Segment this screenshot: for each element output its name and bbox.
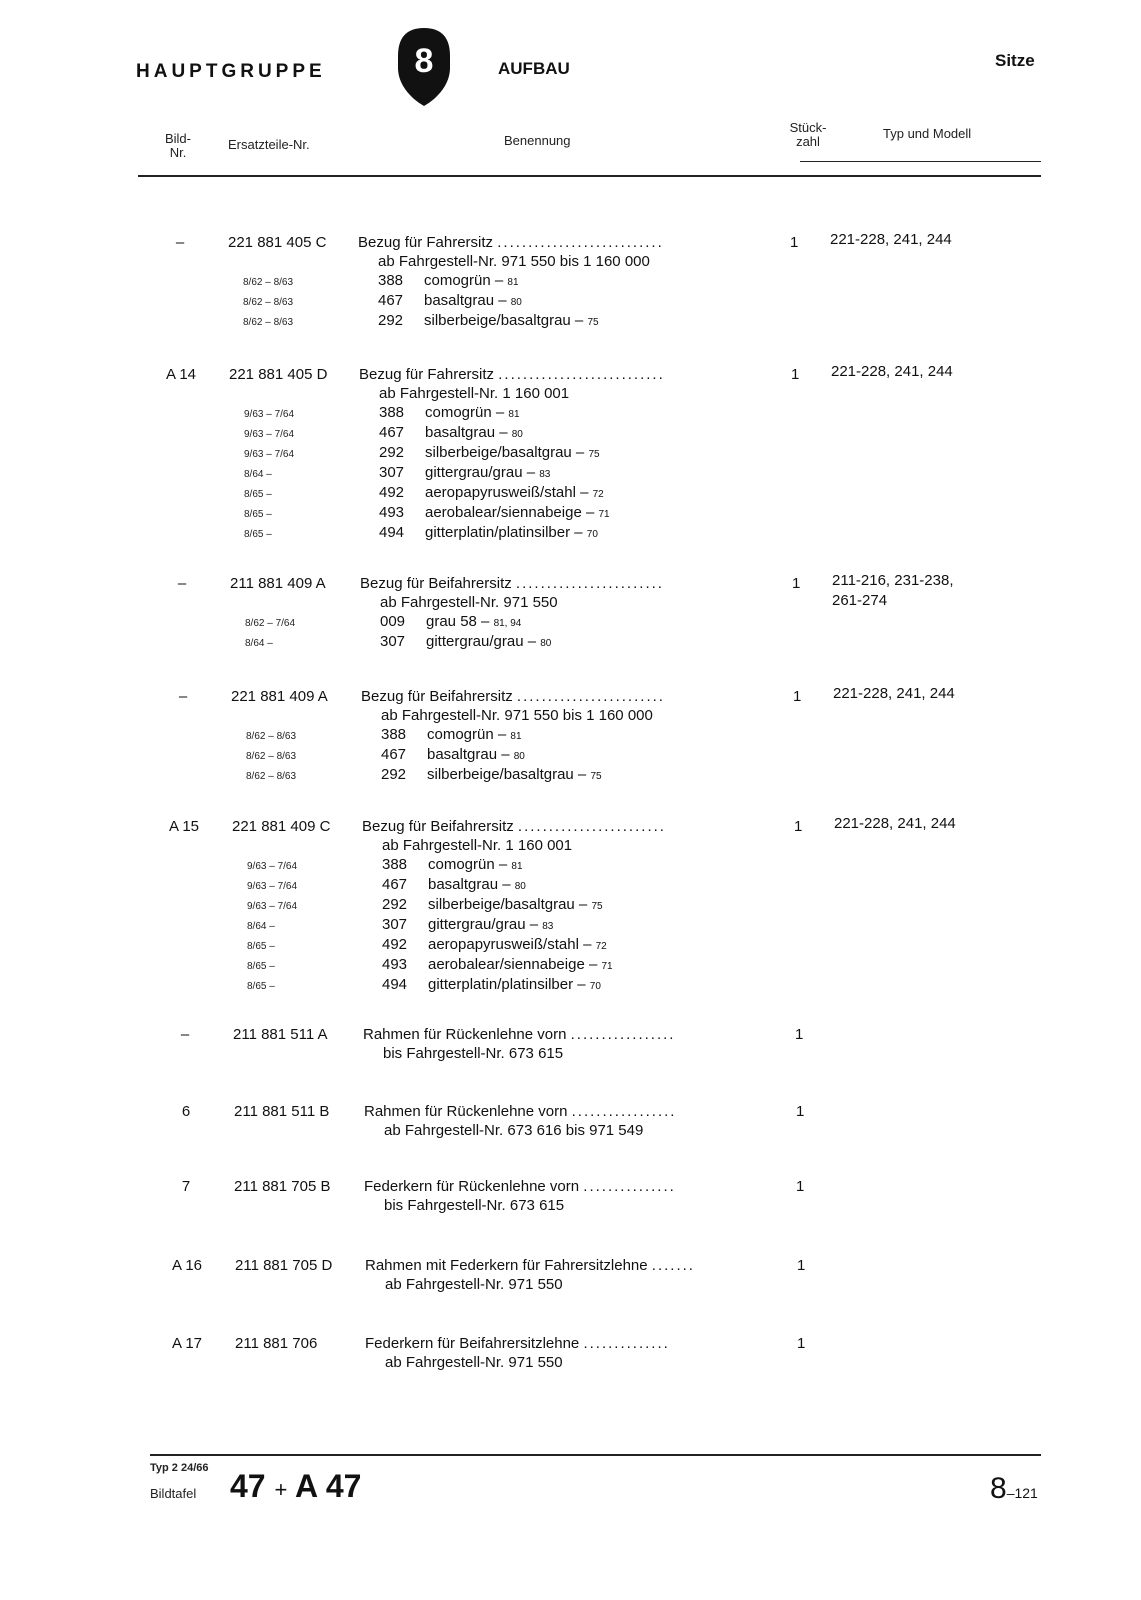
color-code: 388 (379, 404, 405, 421)
part-description-line (364, 1178, 676, 1195)
model-suffix: 71 (598, 509, 610, 520)
color-name: silberbeige/basaltgrau – (427, 766, 587, 783)
col-bild-line1: Bild- (164, 131, 191, 146)
model-suffix: 81 (511, 861, 523, 872)
color-variant (378, 292, 522, 309)
part-description-line (363, 1026, 675, 1043)
col-typ-modell: Typ und Modell (883, 126, 972, 141)
page-number (990, 1472, 1038, 1506)
part-number: 211 881 511 A (233, 1026, 328, 1043)
color-variant (381, 766, 602, 783)
bild-nr: 6 (181, 1103, 191, 1120)
bild-nr: 7 (181, 1178, 191, 1195)
color-name: basaltgrau – (428, 876, 511, 893)
leader-dots: ........................ (517, 818, 666, 835)
color-code: 494 (379, 524, 405, 541)
type-model-line: 211-216, 231-238, (832, 572, 954, 589)
bild-nr: – (177, 575, 187, 592)
production-date: 8/65 – (244, 489, 272, 500)
color-name: gittergrau/grau – (426, 633, 537, 650)
color-name: basaltgrau – (424, 292, 507, 309)
color-variant (379, 504, 610, 521)
part-number: 211 881 705 D (235, 1257, 333, 1274)
production-date: 9/63 – 7/64 (247, 861, 298, 872)
leader-dots: ............... (583, 1178, 676, 1195)
color-name: comogrün – (425, 404, 505, 421)
production-date: 8/62 – 8/63 (243, 277, 294, 288)
chassis-range: bis Fahrgestell-Nr. 673 615 (383, 1045, 564, 1062)
part-description-line (365, 1335, 670, 1352)
quantity: 1 (796, 1178, 805, 1195)
model-suffix: 70 (586, 529, 598, 540)
chassis-range: ab Fahrgestell-Nr. 971 550 (380, 594, 558, 611)
footer-num-a: 47 (230, 1468, 266, 1504)
color-variant (379, 404, 520, 421)
leader-dots: ........................ (515, 575, 664, 592)
quantity: 1 (796, 1103, 805, 1120)
header-rule (138, 175, 1041, 177)
color-name: gitterplatin/platinsilber – (425, 524, 583, 541)
type-model (834, 814, 956, 834)
model-suffix: 75 (591, 901, 603, 912)
model-suffix: 75 (587, 317, 599, 328)
bild-nr: – (180, 1026, 190, 1043)
model-suffix: 75 (588, 449, 600, 460)
color-name: comogrün – (424, 272, 504, 289)
footer-bildtafel-number (230, 1468, 361, 1505)
production-date: 9/63 – 7/64 (244, 449, 295, 460)
part-description: Bezug für Beifahrersitz (361, 688, 513, 705)
production-date: 8/62 – 8/63 (243, 317, 294, 328)
part-description-line (362, 818, 666, 835)
production-date: 8/62 – 8/63 (246, 771, 297, 782)
production-date: 9/63 – 7/64 (244, 409, 295, 420)
part-number: 211 881 706 (235, 1335, 318, 1352)
leader-dots: ........................... (497, 234, 664, 251)
group-number-badge (398, 28, 450, 106)
color-code: 388 (382, 856, 408, 873)
part-description: Rahmen für Rückenlehne vorn (363, 1026, 567, 1043)
color-code: 307 (382, 916, 408, 933)
production-date: 8/65 – (247, 981, 275, 992)
color-code: 292 (382, 896, 408, 913)
color-code: 493 (382, 956, 408, 973)
part-description: Federkern für Beifahrersitzlehne (365, 1335, 580, 1352)
color-name: basaltgrau – (425, 424, 508, 441)
color-variant (382, 896, 603, 913)
type-model (832, 571, 954, 611)
model-suffix: 80 (513, 751, 525, 762)
color-code: 467 (381, 746, 407, 763)
leader-dots: .............. (583, 1335, 670, 1352)
color-code: 494 (382, 976, 408, 993)
group-title: AUFBAU (498, 59, 570, 78)
part-description: Bezug für Beifahrersitz (360, 575, 512, 592)
footer-typ: Typ 2 24/66 (150, 1462, 209, 1474)
production-date: 8/62 – 7/64 (245, 618, 296, 629)
color-variant (381, 726, 522, 743)
type-model-line: 221-228, 241, 244 (833, 685, 955, 702)
leader-dots: ................. (571, 1103, 677, 1120)
type-model-line: 221-228, 241, 244 (831, 363, 953, 380)
part-description: Bezug für Fahrersitz (358, 234, 494, 251)
production-date: 8/65 – (244, 529, 272, 540)
part-description-line (360, 575, 664, 592)
color-name: gitterplatin/platinsilber – (428, 976, 586, 993)
color-variant (379, 524, 598, 541)
chassis-range: ab Fahrgestell-Nr. 1 160 001 (382, 837, 573, 854)
color-variant (379, 484, 604, 501)
model-suffix: 72 (595, 941, 607, 952)
chassis-range: ab Fahrgestell-Nr. 971 550 bis 1 160 000 (378, 253, 650, 270)
part-description: Bezug für Beifahrersitz (362, 818, 514, 835)
color-variant (378, 312, 599, 329)
color-name: aeropapyrusweiß/stahl – (428, 936, 592, 953)
part-number: 221 881 409 C (232, 818, 331, 835)
color-variant (382, 856, 523, 873)
type-model (831, 362, 953, 382)
model-suffix: 81 (510, 731, 522, 742)
leader-dots: ........................ (516, 688, 665, 705)
footer-num-b: A 47 (295, 1468, 362, 1504)
hauptgruppe-label: HAUPTGRUPPE (136, 61, 326, 82)
col-benennung: Benennung (504, 133, 571, 148)
chassis-range: ab Fahrgestell-Nr. 971 550 (385, 1354, 563, 1371)
color-code: 492 (382, 936, 408, 953)
type-model-line: 221-228, 241, 244 (834, 815, 956, 832)
col-stueck-line1: Stück- (789, 120, 827, 135)
color-variant (379, 444, 600, 461)
production-date: 8/64 – (245, 638, 273, 649)
col-stueckzahl (783, 121, 833, 149)
color-code: 467 (382, 876, 408, 893)
type-model-line: 261-274 (832, 592, 888, 609)
group-number: 8 (414, 42, 434, 80)
chassis-range: bis Fahrgestell-Nr. 673 615 (384, 1197, 565, 1214)
quantity: 1 (797, 1257, 806, 1274)
col-bild-nr (158, 132, 198, 160)
model-suffix: 81, 94 (493, 618, 522, 629)
part-description: Rahmen mit Federkern für Fahrersitzlehne (365, 1257, 648, 1274)
color-name: comogrün – (427, 726, 507, 743)
color-code: 307 (380, 633, 406, 650)
page-number-sub: –121 (1006, 1485, 1038, 1501)
color-variant (380, 633, 551, 650)
color-variant (382, 976, 601, 993)
leader-dots: ....... (651, 1257, 695, 1274)
quantity: 1 (793, 688, 802, 705)
color-code: 292 (379, 444, 405, 461)
color-name: gittergrau/grau – (428, 916, 539, 933)
model-suffix: 80 (510, 297, 522, 308)
part-number: 221 881 409 A (231, 688, 328, 705)
bild-nr: A 16 (171, 1257, 203, 1274)
color-variant (382, 876, 526, 893)
chassis-range: ab Fahrgestell-Nr. 673 616 bis 971 549 (384, 1122, 644, 1139)
color-variant (379, 464, 550, 481)
chassis-range: ab Fahrgestell-Nr. 971 550 bis 1 160 000 (381, 707, 653, 724)
col-stueck-line2: zahl (796, 134, 820, 149)
header-rule-right (800, 161, 1041, 162)
part-description: Rahmen für Rückenlehne vorn (364, 1103, 568, 1120)
model-suffix: 72 (592, 489, 604, 500)
color-variant (380, 613, 521, 630)
quantity: 1 (790, 234, 799, 251)
production-date: 8/65 – (244, 509, 272, 520)
quantity: 1 (797, 1335, 806, 1352)
color-code: 467 (379, 424, 405, 441)
part-description-line (365, 1257, 695, 1274)
color-code: 307 (379, 464, 405, 481)
chassis-range: ab Fahrgestell-Nr. 971 550 (385, 1276, 563, 1293)
color-name: silberbeige/basaltgrau – (428, 896, 588, 913)
production-date: 8/62 – 8/63 (243, 297, 294, 308)
section-title: Sitze (995, 51, 1035, 70)
part-description-line (359, 366, 665, 383)
production-date: 8/62 – 8/63 (246, 731, 297, 742)
model-suffix: 70 (589, 981, 601, 992)
page-number-main: 8 (990, 1472, 1007, 1505)
model-suffix: 71 (601, 961, 613, 972)
model-suffix: 75 (590, 771, 602, 782)
type-model-line: 221-228, 241, 244 (830, 231, 952, 248)
color-code: 467 (378, 292, 404, 309)
bild-nr: A 15 (168, 818, 200, 835)
bild-nr: – (178, 688, 188, 705)
bild-nr: A 17 (171, 1335, 203, 1352)
color-variant (382, 936, 607, 953)
color-code: 009 (380, 613, 406, 630)
color-name: aerobalear/siennabeige – (428, 956, 598, 973)
model-suffix: 83 (539, 469, 551, 480)
footer-bildtafel-label: Bildtafel (150, 1486, 197, 1501)
chassis-range: ab Fahrgestell-Nr. 1 160 001 (379, 385, 570, 402)
part-description-line (361, 688, 665, 705)
part-number: 211 881 705 B (234, 1178, 331, 1195)
part-number: 211 881 511 B (234, 1103, 330, 1120)
color-code: 388 (381, 726, 407, 743)
color-variant (382, 956, 613, 973)
color-name: comogrün – (428, 856, 508, 873)
model-suffix: 80 (511, 429, 523, 440)
color-code: 292 (378, 312, 404, 329)
color-name: aeropapyrusweiß/stahl – (425, 484, 589, 501)
bild-nr: – (175, 234, 185, 251)
color-variant (382, 916, 553, 933)
part-description: Bezug für Fahrersitz (359, 366, 495, 383)
footer-plus: + (274, 1477, 288, 1502)
color-code: 493 (379, 504, 405, 521)
part-number: 211 881 409 A (230, 575, 326, 592)
production-date: 8/64 – (247, 921, 275, 932)
color-variant (379, 424, 523, 441)
quantity: 1 (791, 366, 800, 383)
production-date: 8/64 – (244, 469, 272, 480)
model-suffix: 81 (508, 409, 520, 420)
color-name: gittergrau/grau – (425, 464, 536, 481)
production-date: 8/65 – (247, 941, 275, 952)
model-suffix: 81 (507, 277, 519, 288)
production-date: 9/63 – 7/64 (244, 429, 295, 440)
color-code: 292 (381, 766, 407, 783)
color-name: silberbeige/basaltgrau – (425, 444, 585, 461)
leader-dots: ........................... (498, 366, 665, 383)
part-description-line (364, 1103, 676, 1120)
model-suffix: 83 (542, 921, 554, 932)
quantity: 1 (794, 818, 803, 835)
footer-rule (150, 1454, 1041, 1456)
model-suffix: 80 (514, 881, 526, 892)
part-description: Federkern für Rückenlehne vorn (364, 1178, 580, 1195)
color-name: aerobalear/siennabeige – (425, 504, 595, 521)
color-name: silberbeige/basaltgrau – (424, 312, 584, 329)
production-date: 8/62 – 8/63 (246, 751, 297, 762)
quantity: 1 (795, 1026, 804, 1043)
part-description-line (358, 234, 664, 251)
color-name: basaltgrau – (427, 746, 510, 763)
type-model (830, 230, 952, 250)
color-variant (381, 746, 525, 763)
model-suffix: 80 (540, 638, 552, 649)
production-date: 8/65 – (247, 961, 275, 972)
color-code: 388 (378, 272, 404, 289)
bild-nr: A 14 (165, 366, 197, 383)
type-model (833, 684, 955, 704)
color-code: 492 (379, 484, 405, 501)
production-date: 9/63 – 7/64 (247, 881, 298, 892)
part-number: 221 881 405 D (229, 366, 328, 383)
part-number: 221 881 405 C (228, 234, 327, 251)
quantity: 1 (792, 575, 801, 592)
color-name: grau 58 – (426, 613, 490, 630)
leader-dots: ................. (570, 1026, 676, 1043)
col-ersatzteile-nr: Ersatzteile-Nr. (228, 137, 310, 152)
color-variant (378, 272, 519, 289)
production-date: 9/63 – 7/64 (247, 901, 298, 912)
col-bild-line2: Nr. (169, 145, 187, 160)
